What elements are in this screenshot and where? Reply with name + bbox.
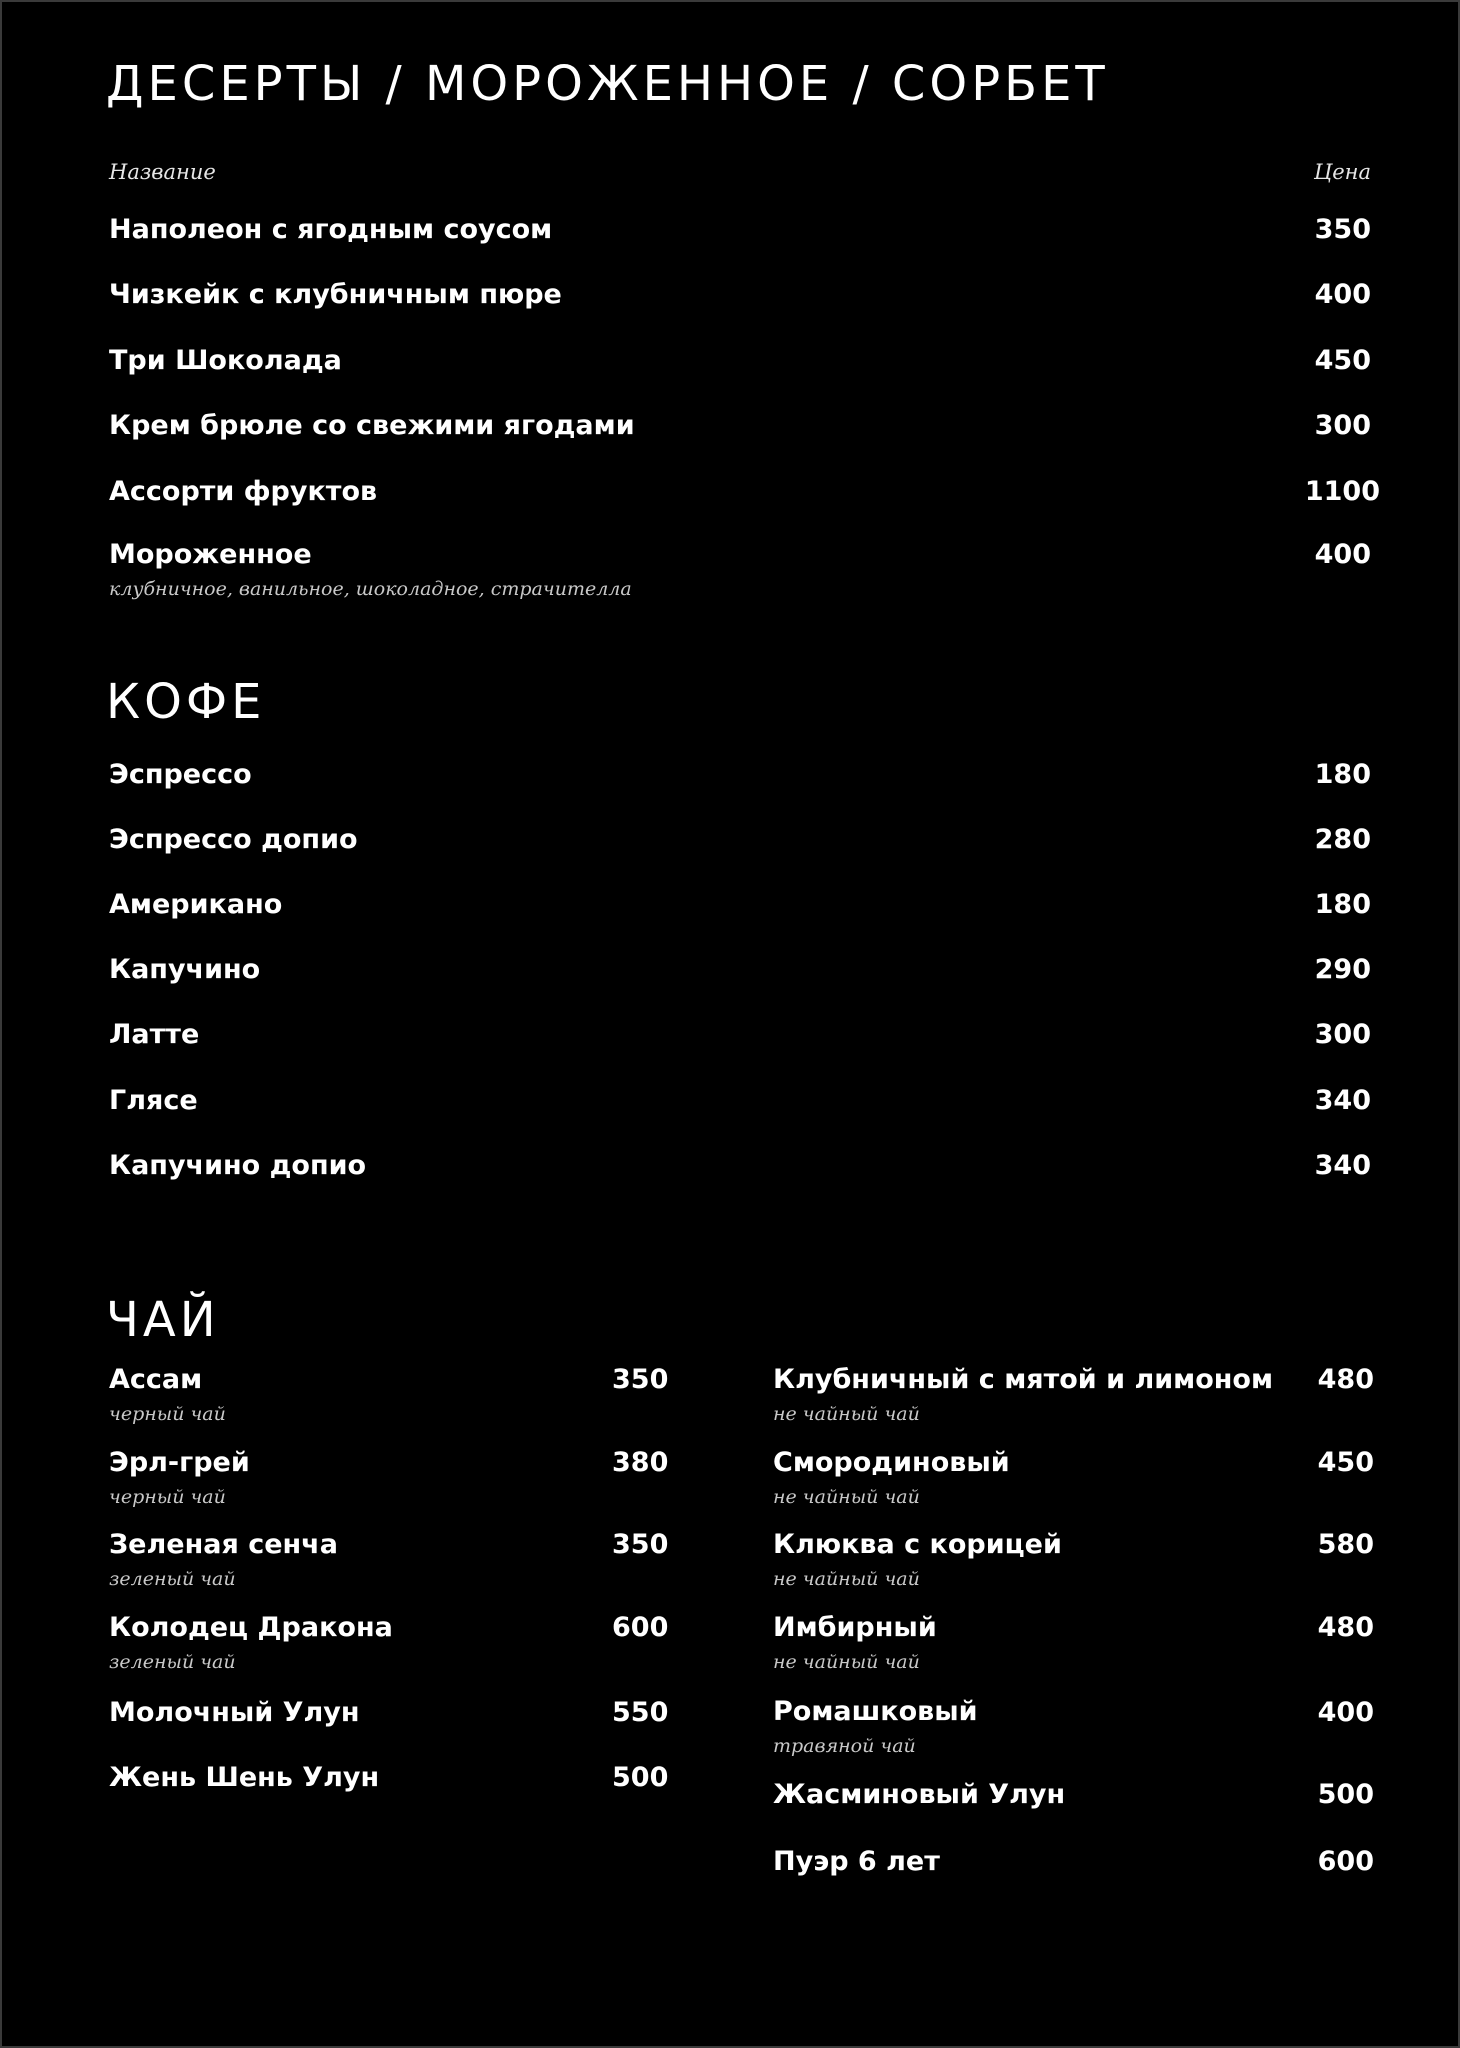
dessert-item-price: 400	[1314, 279, 1371, 310]
tea-item-name: Эрл-грей	[109, 1447, 250, 1478]
tea-item-note: черный чай	[109, 1403, 226, 1425]
tea-item-name: Ромашковый	[773, 1696, 978, 1727]
coffee-item-name: Американо	[109, 889, 283, 920]
coffee-title: КОФЕ	[106, 674, 266, 730]
tea-item-price: 480	[1317, 1364, 1374, 1395]
tea-item-note: зеленый чай	[109, 1651, 236, 1673]
coffee-item-name: Глясе	[109, 1085, 198, 1116]
tea-item-price: 350	[612, 1529, 669, 1560]
dessert-item-name: Чизкейк с клубничным пюре	[109, 279, 562, 310]
dessert-item-price: 1100	[1304, 476, 1380, 507]
coffee-item-name: Капучино	[109, 954, 261, 985]
dessert-item-price: 450	[1314, 345, 1371, 376]
tea-item-name: Смородиновый	[773, 1447, 1010, 1478]
tea-item-name: Имбирный	[773, 1612, 937, 1643]
coffee-item-price: 280	[1314, 824, 1371, 855]
tea-item-price: 600	[1317, 1846, 1374, 1877]
tea-item-name: Жень Шень Улун	[109, 1762, 380, 1793]
tea-item-note: зеленый чай	[109, 1568, 236, 1590]
desserts-title: ДЕСЕРТЫ / МОРОЖЕННОЕ / СОРБЕТ	[106, 56, 1109, 112]
coffee-item-price: 300	[1314, 1019, 1371, 1050]
tea-item-note: не чайный чай	[773, 1403, 920, 1425]
tea-item-price: 500	[612, 1762, 669, 1793]
coffee-item-price: 340	[1314, 1150, 1371, 1181]
tea-title: ЧАЙ	[106, 1292, 220, 1348]
dessert-item-name: Ассорти фруктов	[109, 476, 378, 507]
dessert-item-note: клубничное, ванильное, шоколадное, страчителла	[109, 578, 632, 600]
tea-item-note: травяной чай	[773, 1735, 916, 1757]
coffee-item-price: 180	[1314, 889, 1371, 920]
tea-item-name: Зеленая сенча	[109, 1529, 338, 1560]
dessert-item-name: Мороженное	[109, 539, 312, 570]
tea-item-price: 600	[612, 1612, 669, 1643]
tea-item-price: 550	[612, 1697, 669, 1728]
dessert-item-name: Наполеон с ягодным соусом	[109, 214, 553, 245]
tea-item-price: 380	[612, 1447, 669, 1478]
coffee-item-price: 180	[1314, 759, 1371, 790]
tea-item-name: Ассам	[109, 1364, 203, 1395]
tea-item-name: Клубничный с мятой и лимоном	[773, 1364, 1274, 1395]
tea-item-name: Клюква с корицей	[773, 1529, 1062, 1560]
tea-item-name: Пуэр 6 лет	[773, 1846, 940, 1877]
tea-item-price: 450	[1317, 1447, 1374, 1478]
tea-item-price: 400	[1317, 1697, 1374, 1728]
tea-item-name: Молочный Улун	[109, 1697, 360, 1728]
tea-item-price: 480	[1317, 1612, 1374, 1643]
column-label-price: Цена	[1313, 160, 1371, 184]
tea-item-price: 580	[1317, 1529, 1374, 1560]
tea-item-note: не чайный чай	[773, 1486, 920, 1508]
coffee-item-name: Капучино допио	[109, 1150, 367, 1181]
coffee-item-name: Эспрессо	[109, 759, 252, 790]
tea-item-name: Колодец Дракона	[109, 1612, 393, 1643]
tea-item-note: не чайный чай	[773, 1568, 920, 1590]
tea-item-name: Жасминовый Улун	[773, 1779, 1066, 1810]
coffee-item-price: 290	[1314, 954, 1371, 985]
dessert-item-price: 300	[1314, 410, 1371, 441]
column-label-name: Название	[109, 160, 216, 184]
coffee-item-name: Латте	[109, 1019, 200, 1050]
dessert-item-name: Три Шоколада	[109, 345, 342, 376]
dessert-item-name: Крем брюле со свежими ягодами	[109, 410, 635, 441]
coffee-item-price: 340	[1314, 1085, 1371, 1116]
dessert-item-price: 400	[1314, 539, 1371, 570]
dessert-item-price: 350	[1314, 214, 1371, 245]
tea-item-price: 500	[1317, 1779, 1374, 1810]
tea-item-note: черный чай	[109, 1486, 226, 1508]
coffee-item-name: Эспрессо допио	[109, 824, 358, 855]
tea-item-note: не чайный чай	[773, 1651, 920, 1673]
tea-item-price: 350	[612, 1364, 669, 1395]
